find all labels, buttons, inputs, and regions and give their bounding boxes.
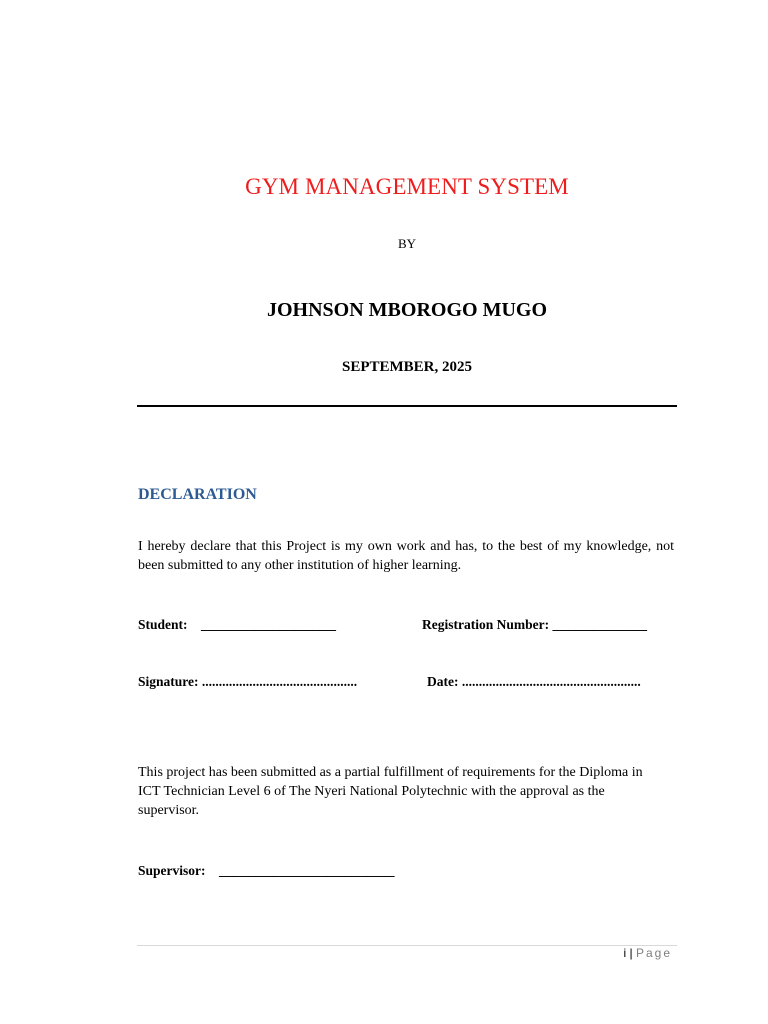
student-field: Student: ____________________ <box>138 617 337 632</box>
page-footer <box>137 946 672 960</box>
by-label: BY <box>397 236 417 251</box>
author-name: JOHNSON MBOROGO MUGO <box>267 299 547 321</box>
date-field: Date: ..................................................... <box>427 674 641 689</box>
registration-number-field: Registration Number: ______________ <box>422 617 647 632</box>
supervisor-field: Supervisor: __________________________ <box>138 863 395 878</box>
page-number: i <box>623 946 627 960</box>
page-label: Page <box>635 946 672 960</box>
footer-separator: | <box>629 946 633 960</box>
submission-date: SEPTEMBER, 2025 <box>341 359 473 375</box>
submission-statement: This project has been submitted as a partial fulfillment of requirements for the Diploma in ICT Technician Level 6 of The Nyeri National Polytechnic with the approval as the supervisor. <box>138 765 643 818</box>
document-title: GYM MANAGEMENT SYSTEM <box>245 174 569 199</box>
declaration-heading: DECLARATION <box>138 486 257 503</box>
title-divider <box>137 405 677 407</box>
signature-field: Signature: .............................................. <box>138 674 358 689</box>
declaration-text: I hereby declare that this Project is my own work and has, to the best of my knowledge, not been submitted to any other institution of higher learning. <box>138 539 674 573</box>
